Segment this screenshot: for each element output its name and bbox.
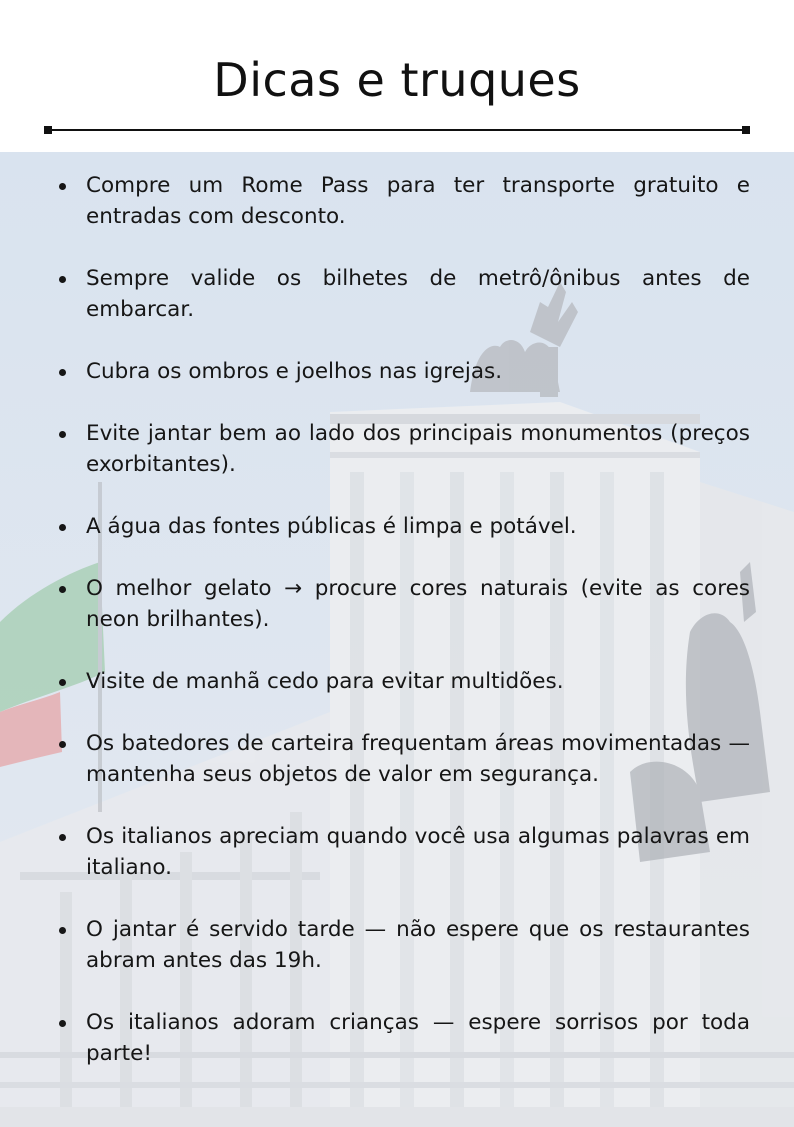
- tip-text: O jantar é servido tarde — não espere que os restaurantes abram antes das 19h.: [86, 917, 750, 973]
- page-title: Dicas e truques: [213, 53, 581, 107]
- list-item: [56, 821, 750, 883]
- divider-line: [48, 129, 746, 131]
- bullet: [59, 586, 66, 593]
- tip-text: Os italianos adoram crianças — espere sorrisos por toda parte!: [86, 1010, 750, 1066]
- tip-text: Cubra os ombros e joelhos nas igrejas.: [86, 359, 503, 384]
- list-item: [56, 356, 750, 387]
- bullet: [59, 741, 66, 748]
- bullet: [59, 183, 66, 190]
- tips-list: [56, 170, 750, 1100]
- list-item: [56, 170, 750, 232]
- bullet: [59, 679, 66, 686]
- tip-text: Os batedores de carteira frequentam áreas movimentadas — mantenha seus objetos de valor em segurança.: [86, 731, 750, 787]
- tip-text: Evite jantar bem ao lado dos principais monumentos (preços exorbitantes).: [86, 421, 750, 477]
- list-item: [56, 511, 750, 542]
- tip-text: O melhor gelato → procure cores naturais (evite as cores neon brilhantes).: [86, 576, 750, 632]
- list-item: [56, 1007, 750, 1069]
- title-divider: [44, 126, 750, 134]
- list-item: [56, 573, 750, 635]
- bullet: [59, 524, 66, 531]
- bullet: [59, 927, 66, 934]
- bullet: [59, 276, 66, 283]
- list-item: [56, 263, 750, 325]
- list-item: [56, 418, 750, 480]
- bullet: [59, 369, 66, 376]
- list-item: [56, 728, 750, 790]
- tip-text: A água das fontes públicas é limpa e potável.: [86, 514, 577, 539]
- bullet: [59, 834, 66, 841]
- tip-text: Sempre valide os bilhetes de metrô/ônibus antes de embarcar.: [86, 266, 750, 322]
- bullet: [59, 431, 66, 438]
- tip-text: Compre um Rome Pass para ter transporte gratuito e entradas com desconto.: [86, 173, 750, 229]
- tip-text: Os italianos apreciam quando você usa algumas palavras em italiano.: [86, 824, 750, 880]
- list-item: [56, 914, 750, 976]
- divider-cap-right: [742, 126, 750, 134]
- tip-text: Visite de manhã cedo para evitar multidões.: [86, 669, 564, 694]
- bullet: [59, 1020, 66, 1027]
- list-item: [56, 666, 750, 697]
